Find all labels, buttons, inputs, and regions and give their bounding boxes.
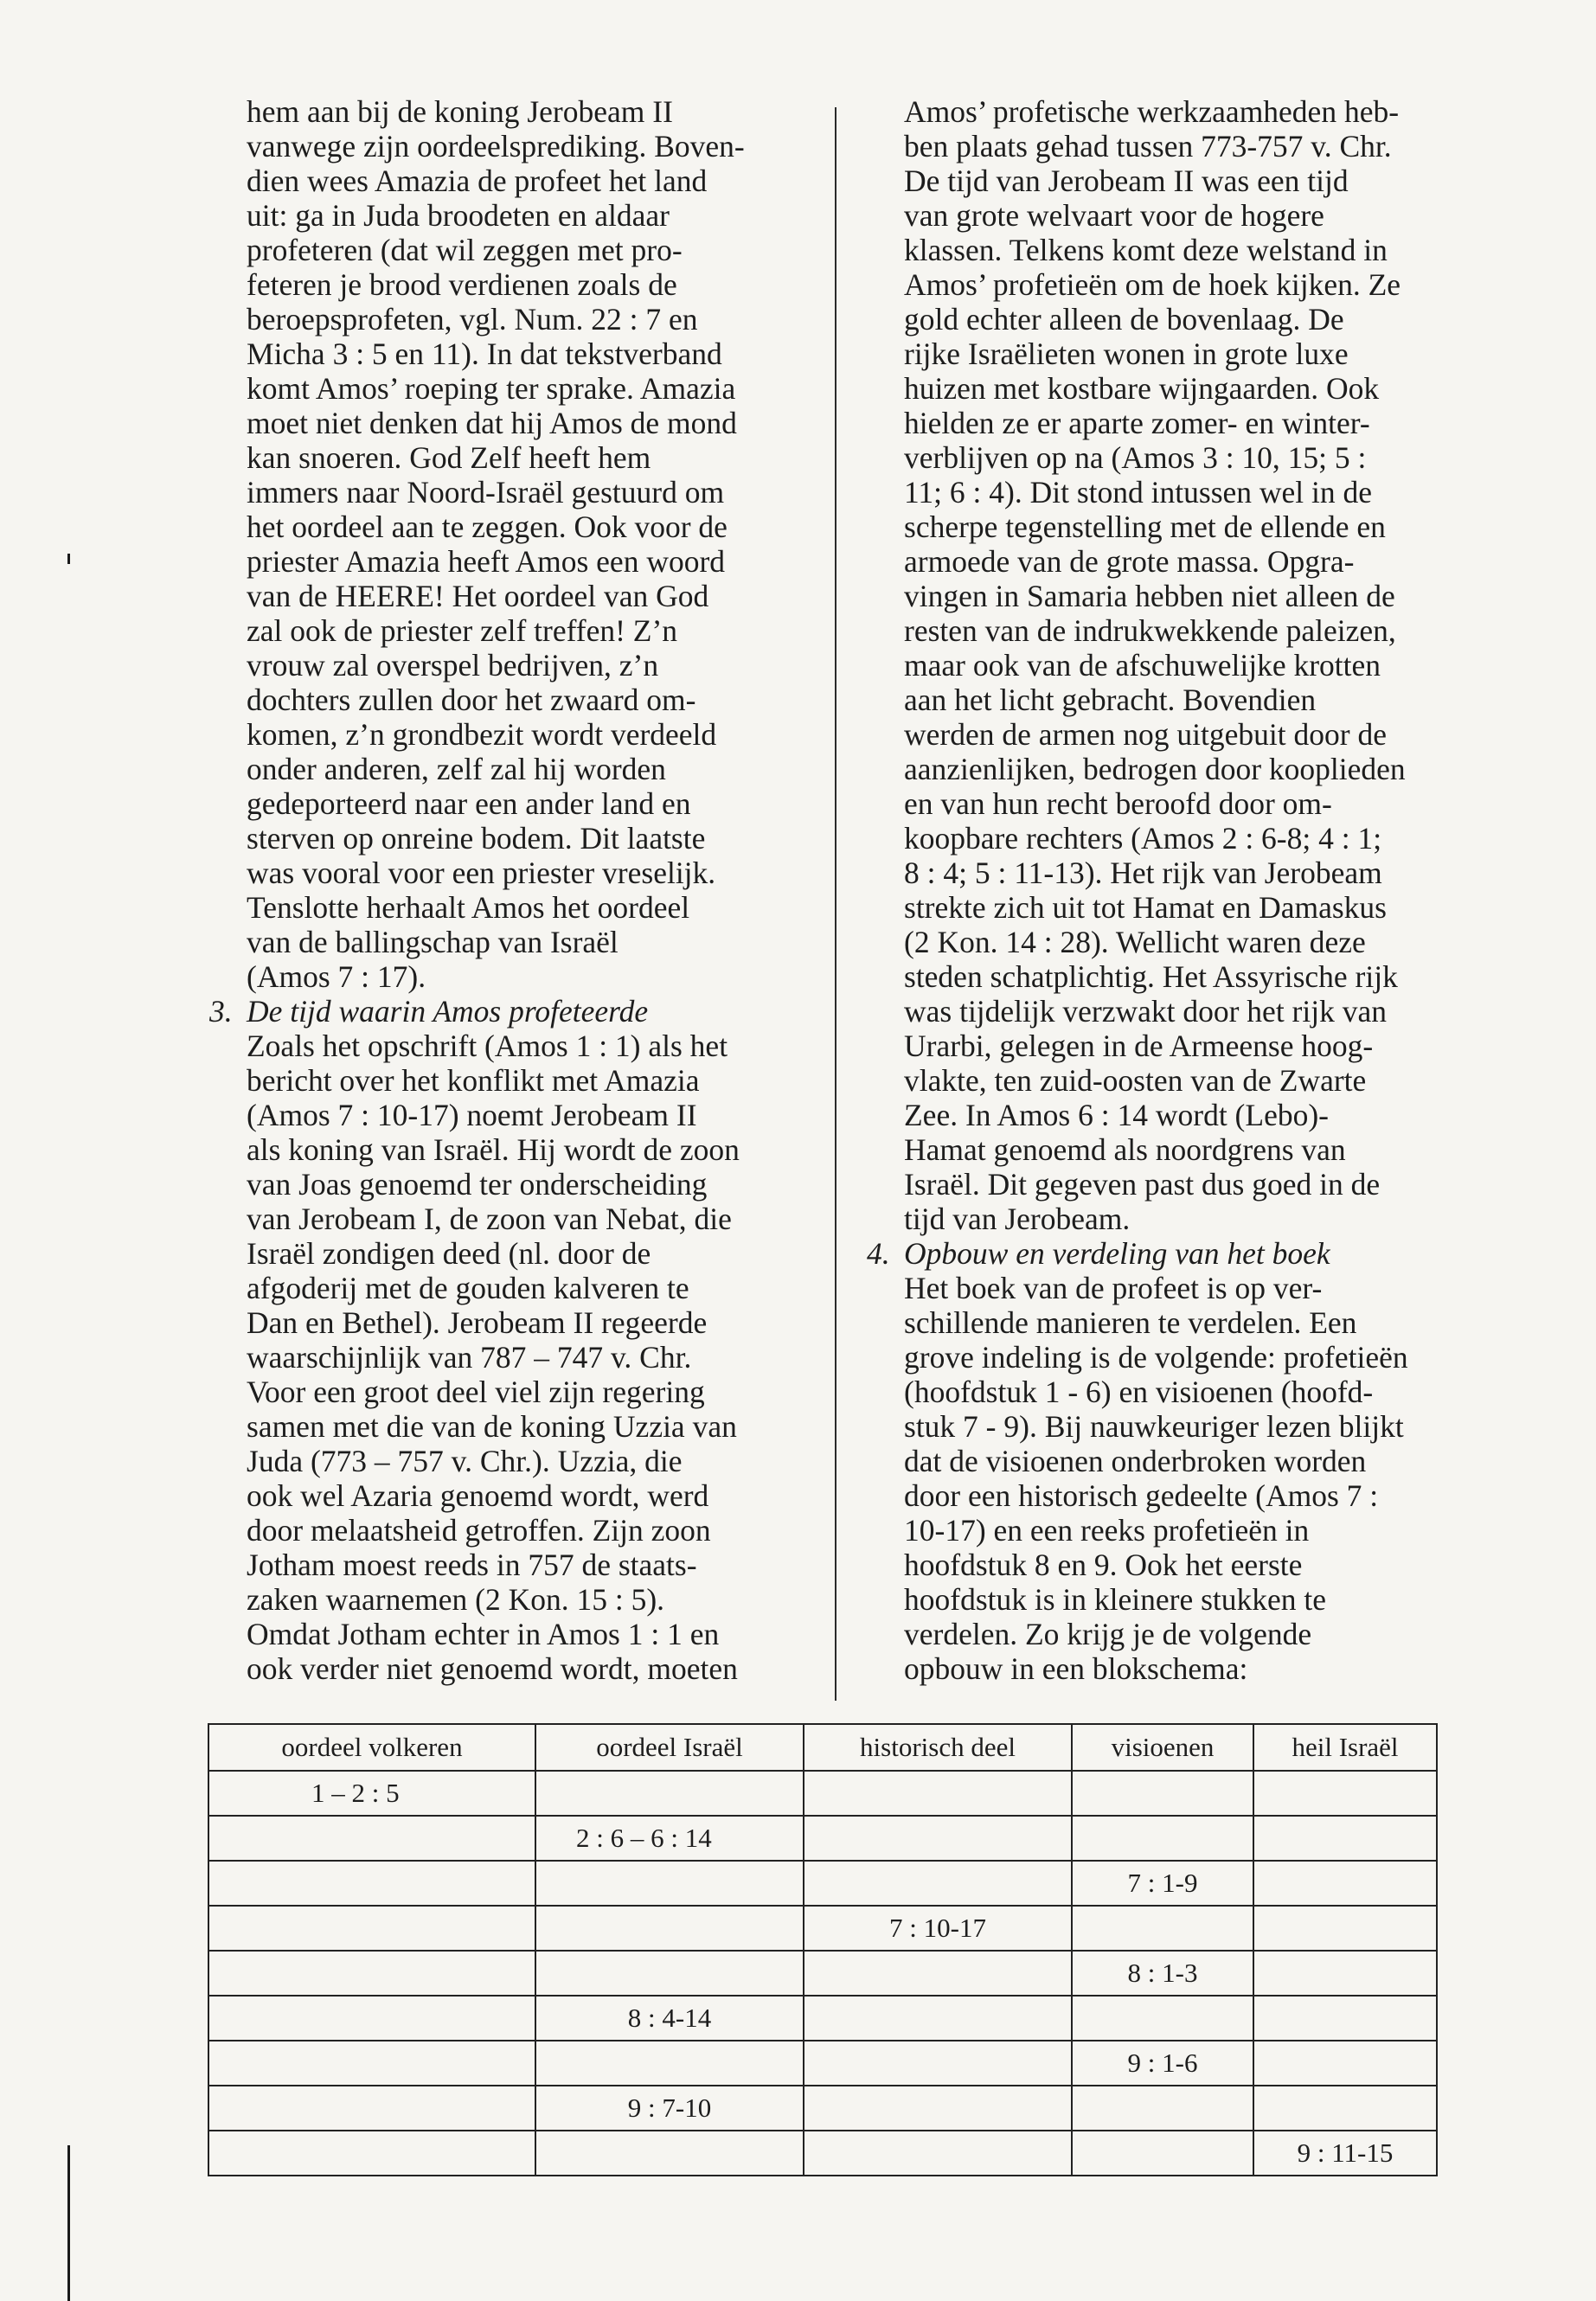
text-line: Amos’ profetieën om de hoek kijken. Ze bbox=[904, 267, 1401, 302]
text-line: hoofdstuk 8 en 9. Ook het eerste bbox=[904, 1548, 1303, 1582]
text-line: feteren je brood verdienen zoals de bbox=[247, 267, 677, 302]
column-divider bbox=[835, 107, 836, 1701]
text-line: van grote welvaart voor de hogere bbox=[904, 198, 1324, 233]
scheme-cell: 8 : 1-3 bbox=[1072, 1951, 1253, 1996]
text-line: beroepsprofeten, vgl. Num. 22 : 7 en bbox=[247, 302, 698, 336]
text-line: sterven op onreine bodem. Dit laatste bbox=[247, 821, 706, 856]
text-line: Zoals het opschrift (Amos 1 : 1) als het bbox=[247, 1029, 728, 1063]
text-line: maar ook van de afschuwelijke krotten bbox=[904, 648, 1381, 683]
text-line: onder anderen, zelf zal hij worden bbox=[247, 752, 666, 786]
scheme-cell bbox=[1253, 1861, 1437, 1906]
scheme-row bbox=[208, 1906, 1437, 1951]
scheme-cell bbox=[1253, 1951, 1437, 1996]
text-line: Israël zondigen deed (nl. door de bbox=[247, 1236, 651, 1271]
scheme-cell bbox=[1072, 1906, 1253, 1951]
scheme-cell bbox=[208, 2086, 535, 2131]
text-line: verblijven op na (Amos 3 : 10, 15; 5 : bbox=[904, 440, 1367, 475]
scheme-row bbox=[208, 1816, 1437, 1861]
text-line: resten van de indrukwekkende paleizen, bbox=[904, 613, 1396, 648]
margin-scan-line bbox=[67, 554, 70, 564]
text-line: vlakte, ten zuid-oosten van de Zwarte bbox=[904, 1063, 1367, 1098]
text-line: Juda (773 – 757 v. Chr.). Uzzia, die bbox=[247, 1444, 683, 1478]
text-line: dat de visioenen onderbroken worden bbox=[904, 1444, 1367, 1478]
text-line: De tijd van Jerobeam II was een tijd bbox=[904, 163, 1349, 198]
block-scheme-table bbox=[208, 1723, 1438, 2176]
text-line: hielden ze er aparte zomer- en winter- bbox=[904, 406, 1370, 440]
text-line: verdelen. Zo krijg je de volgende bbox=[904, 1617, 1312, 1651]
text-line: waarschijnlijk van 787 – 747 v. Chr. bbox=[247, 1340, 692, 1375]
scheme-cell bbox=[208, 1816, 535, 1861]
scheme-row bbox=[208, 2086, 1437, 2131]
scheme-cell bbox=[535, 2131, 804, 2176]
scheme-cell bbox=[208, 1996, 535, 2041]
text-line: hoofdstuk is in kleinere stukken te bbox=[904, 1582, 1327, 1617]
text-line: (2 Kon. 14 : 28). Wellicht waren deze bbox=[904, 925, 1366, 959]
scheme-cell: 8 : 4-14 bbox=[535, 1996, 804, 2041]
text-line: immers naar Noord-Israël gestuurd om bbox=[247, 475, 725, 510]
text-line: (Amos 7 : 10-17) noemt Jerobeam II bbox=[247, 1098, 697, 1132]
section-4-heading bbox=[867, 1236, 1458, 1271]
scheme-cell: 7 : 1-9 bbox=[1072, 1861, 1253, 1906]
scheme-cell: 7 : 10-17 bbox=[804, 1906, 1072, 1951]
text-line: (Amos 7 : 17). bbox=[247, 959, 426, 994]
text-line: Tenslotte herhaalt Amos het oordeel bbox=[247, 890, 690, 925]
text-line: door melaatsheid getroffen. Zijn zoon bbox=[247, 1513, 711, 1548]
scheme-cell bbox=[208, 2041, 535, 2086]
scheme-cell bbox=[804, 2086, 1072, 2131]
scheme-cell: 2 : 6 – 6 : 14 bbox=[535, 1816, 804, 1861]
scheme-cell bbox=[1253, 1996, 1437, 2041]
text-line: ook wel Azaria genoemd wordt, werd bbox=[247, 1478, 709, 1513]
text-line: strekte zich uit tot Hamat en Damaskus bbox=[904, 890, 1387, 925]
text-line: gold echter alleen de bovenlaag. De bbox=[904, 302, 1344, 336]
text-line: profeteren (dat wil zeggen met pro- bbox=[247, 233, 683, 267]
scheme-row bbox=[208, 1771, 1437, 1816]
text-line: koopbare rechters (Amos 2 : 6-8; 4 : 1; bbox=[904, 821, 1382, 856]
text-line: was vooral voor een priester vreselijk. bbox=[247, 856, 716, 890]
scheme-cell bbox=[1072, 1771, 1253, 1816]
text-line: aan het licht gebracht. Bovendien bbox=[904, 683, 1317, 717]
scheme-row bbox=[208, 1996, 1437, 2041]
text-line: van Jerobeam I, de zoon van Nebat, die bbox=[247, 1202, 732, 1236]
scheme-row bbox=[208, 1861, 1437, 1906]
section-number: 4. bbox=[867, 1236, 890, 1271]
scheme-cell bbox=[1072, 2086, 1253, 2131]
text-line: bericht over het konflikt met Amazia bbox=[247, 1063, 700, 1098]
text-line: Jotham moest reeds in 757 de staats- bbox=[247, 1548, 697, 1582]
scheme-cell bbox=[535, 2041, 804, 2086]
text-line: (hoofdstuk 1 - 6) en visioenen (hoofd- bbox=[904, 1375, 1374, 1409]
text-line: Amos’ profetische werkzaamheden heb- bbox=[904, 94, 1400, 129]
section-heading: De tijd waarin Amos profeteerde bbox=[247, 994, 649, 1029]
scheme-cell bbox=[208, 1951, 535, 1996]
scheme-cell bbox=[1253, 1816, 1437, 1861]
text-line: Israël. Dit gegeven past dus goed in de bbox=[904, 1167, 1381, 1202]
text-line: uit: ga in Juda broodeten en aldaar bbox=[247, 198, 670, 233]
scheme-header-cell: historisch deel bbox=[804, 1724, 1072, 1771]
text-line: door een historisch gedeelte (Amos 7 : bbox=[904, 1478, 1379, 1513]
text-line: komt Amos’ roeping ter sprake. Amazia bbox=[247, 371, 736, 406]
text-line: Hamat genoemd als noordgrens van bbox=[904, 1132, 1346, 1167]
scheme-cell bbox=[804, 1861, 1072, 1906]
scheme-header-cell: oordeel Israël bbox=[535, 1724, 804, 1771]
text-line: scherpe tegenstelling met de ellende en bbox=[904, 510, 1386, 544]
left-column bbox=[209, 94, 843, 1686]
text-line: ook verder niet genoemd wordt, moeten bbox=[247, 1651, 738, 1686]
text-line: ben plaats gehad tussen 773-757 v. Chr. bbox=[904, 129, 1392, 163]
text-line: van de HEERE! Het oordeel van God bbox=[247, 579, 709, 613]
text-line: vingen in Samaria hebben niet alleen de bbox=[904, 579, 1395, 613]
scheme-cell: 9 : 7-10 bbox=[535, 2086, 804, 2131]
text-line: dochters zullen door het zwaard om- bbox=[247, 683, 696, 717]
scheme-cell bbox=[535, 1861, 804, 1906]
scheme-cell bbox=[535, 1951, 804, 1996]
text-line: van de ballingschap van Israël bbox=[247, 925, 619, 959]
scheme-header-row bbox=[208, 1724, 1437, 1771]
scheme-header-cell: oordeel volkeren bbox=[208, 1724, 535, 1771]
scheme-cell bbox=[1253, 2086, 1437, 2131]
text-line: Het boek van de profeet is op ver- bbox=[904, 1271, 1323, 1305]
text-line: Omdat Jotham echter in Amos 1 : 1 en bbox=[247, 1617, 720, 1651]
text-line: 11; 6 : 4). Dit stond intussen wel in de bbox=[904, 475, 1373, 510]
text-line: schillende manieren te verdelen. Een bbox=[904, 1305, 1357, 1340]
text-line: dien wees Amazia de profeet het land bbox=[247, 163, 708, 198]
text-line: zal ook de priester zelf treffen! Z’n bbox=[247, 613, 678, 648]
scheme-cell bbox=[1072, 1816, 1253, 1861]
scheme-cell bbox=[804, 1771, 1072, 1816]
text-line: Zee. In Amos 6 : 14 wordt (Lebo)- bbox=[904, 1098, 1329, 1132]
scheme-row bbox=[208, 2041, 1437, 2086]
text-line: 10-17) en een reeks profetieën in bbox=[904, 1513, 1310, 1548]
right-column bbox=[867, 94, 1458, 1686]
section-number: 3. bbox=[209, 994, 233, 1029]
text-line: van Joas genoemd ter onderscheiding bbox=[247, 1167, 708, 1202]
text-line: priester Amazia heeft Amos een woord bbox=[247, 544, 726, 579]
text-line: als koning van Israël. Hij wordt de zoon bbox=[247, 1132, 740, 1167]
scheme-cell bbox=[804, 2131, 1072, 2176]
scheme-cell: 9 : 11-15 bbox=[1253, 2131, 1437, 2176]
scheme-row bbox=[208, 2131, 1437, 2176]
scheme-cell: 9 : 1-6 bbox=[1072, 2041, 1253, 2086]
text-line: werden de armen nog uitgebuit door de bbox=[904, 717, 1387, 752]
text-line: kan snoeren. God Zelf heeft hem bbox=[247, 440, 651, 475]
text-line: 8 : 4; 5 : 11-13). Het rijk van Jerobeam bbox=[904, 856, 1382, 890]
text-line: Dan en Bethel). Jerobeam II regeerde bbox=[247, 1305, 708, 1340]
scheme-cell bbox=[804, 2041, 1072, 2086]
scheme-cell: 1 – 2 : 5 bbox=[208, 1771, 535, 1816]
scheme-cell bbox=[535, 1771, 804, 1816]
text-line: stuk 7 - 9). Bij nauwkeuriger lezen blijkt bbox=[904, 1409, 1404, 1444]
scheme-cell bbox=[208, 2131, 535, 2176]
scheme-row bbox=[208, 1951, 1437, 1996]
text-line: het oordeel aan te zeggen. Ook voor de bbox=[247, 510, 727, 544]
text-line: vrouw zal overspel bedrijven, z’n bbox=[247, 648, 659, 683]
text-line: aanzienlijken, bedrogen door kooplieden bbox=[904, 752, 1406, 786]
text-line: tijd van Jerobeam. bbox=[904, 1202, 1131, 1236]
scheme-cell bbox=[1072, 1996, 1253, 2041]
text-line: rijke Israëlieten wonen in grote luxe bbox=[904, 336, 1349, 371]
text-line: afgoderij met de gouden kalveren te bbox=[247, 1271, 689, 1305]
text-line: komen, z’n grondbezit wordt verdeeld bbox=[247, 717, 717, 752]
text-line: en van hun recht beroofd door om- bbox=[904, 786, 1332, 821]
text-line: gedeporteerd naar een ander land en bbox=[247, 786, 691, 821]
text-line: Urarbi, gelegen in de Armeense hoog- bbox=[904, 1029, 1374, 1063]
scheme-cell bbox=[804, 1816, 1072, 1861]
scheme-cell bbox=[804, 1996, 1072, 2041]
scheme-cell bbox=[1253, 2041, 1437, 2086]
scheme-cell bbox=[208, 1906, 535, 1951]
text-line: steden schatplichtig. Het Assyrische rijk bbox=[904, 959, 1398, 994]
scheme-cell bbox=[804, 1951, 1072, 1996]
text-line: klassen. Telkens komt deze welstand in bbox=[904, 233, 1388, 267]
scheme-header-cell: heil Israël bbox=[1253, 1724, 1437, 1771]
text-line: opbouw in een blokschema: bbox=[904, 1651, 1248, 1686]
scheme-cell bbox=[1253, 1771, 1437, 1816]
text-line: huizen met kostbare wijngaarden. Ook bbox=[904, 371, 1380, 406]
text-line: zaken waarnemen (2 Kon. 15 : 5). bbox=[247, 1582, 665, 1617]
text-line: hem aan bij de koning Jerobeam II bbox=[247, 94, 673, 129]
text-line: vanwege zijn oordeelsprediking. Boven- bbox=[247, 129, 745, 163]
text-line: moet niet denken dat hij Amos de mond bbox=[247, 406, 737, 440]
text-line: armoede van de grote massa. Opgra- bbox=[904, 544, 1355, 579]
scheme-cell bbox=[1253, 1906, 1437, 1951]
section-heading: Opbouw en verdeling van het boek bbox=[904, 1236, 1330, 1271]
scheme-cell bbox=[1072, 2131, 1253, 2176]
scheme-cell bbox=[535, 1906, 804, 1951]
text-line: grove indeling is de volgende: profetieën bbox=[904, 1340, 1408, 1375]
text-line: Voor een groot deel viel zijn regering bbox=[247, 1375, 705, 1409]
section-3-heading bbox=[209, 994, 843, 1029]
scheme-cell bbox=[208, 1861, 535, 1906]
margin-scan-line bbox=[67, 2145, 70, 2301]
text-line: Micha 3 : 5 en 11). In dat tekstverband bbox=[247, 336, 722, 371]
scheme-header-cell: visioenen bbox=[1072, 1724, 1253, 1771]
text-line: was tijdelijk verzwakt door het rijk van bbox=[904, 994, 1387, 1029]
text-line: samen met die van de koning Uzzia van bbox=[247, 1409, 737, 1444]
